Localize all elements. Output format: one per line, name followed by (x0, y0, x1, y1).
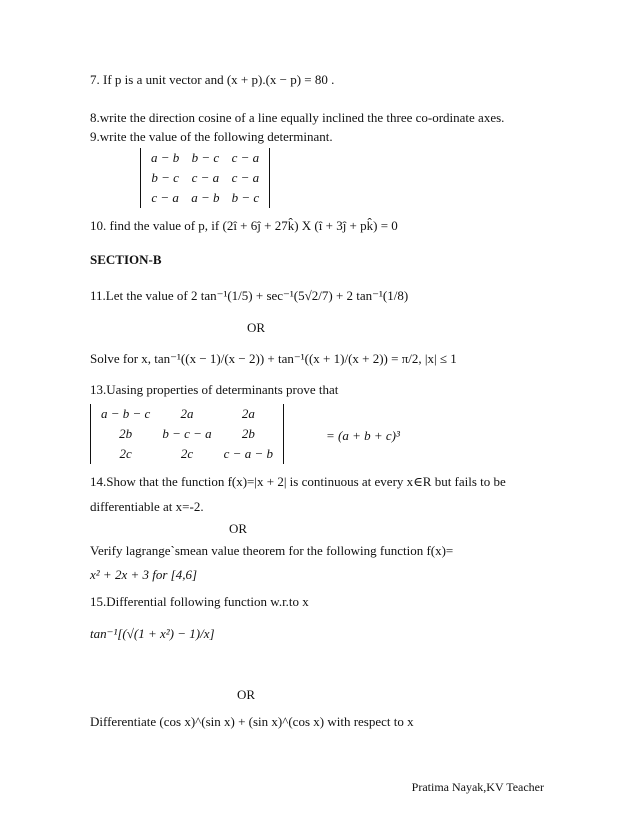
det2-cell: a − b − c (101, 406, 151, 421)
question-15-expression: tan⁻¹[(√(1 + x²) − 1)/x] (90, 626, 215, 641)
question-14-line-1: 14.Show that the function f(x)=|x + 2| is continuous at every x∈R but fails to be (90, 474, 506, 489)
det2-row (95, 404, 279, 424)
question-14-line-2: differentiable at x=-2. (90, 499, 204, 514)
determinant-2-result: = (a + b + c)³ (326, 428, 400, 443)
det2-cell: 2b (119, 426, 133, 441)
question-14-alternative-line-2: x² + 2x + 3 for [4,6] (90, 567, 198, 582)
det1-cell: a − b (151, 150, 180, 165)
or-separator-2: OR (229, 521, 248, 536)
det1-cell: b − c (191, 150, 220, 165)
det1-row (145, 188, 265, 208)
det2-cell: 2c (180, 446, 194, 461)
det2-cell: 2a (180, 406, 194, 421)
question-14-alternative-line-1: Verify lagrange`smean value theorem for the following function f(x)= (90, 543, 454, 558)
det2-cell: 2a (241, 406, 255, 421)
det1-cell: c − a (191, 170, 220, 185)
det1-cell: c − a (231, 150, 260, 165)
question-7: 7. If p is a unit vector and (x + p).(x − p) = 80 . (90, 72, 335, 87)
question-15-alternative: Differentiate (cos x)^(sin x) + (sin x)^(cos x) with respect to x (90, 714, 414, 729)
or-separator-1: OR (247, 320, 266, 335)
question-10: 10. find the value of p, if (2î + 6ĵ + 27k̂) X (î + 3ĵ + pk̂) = 0 (90, 218, 398, 233)
question-15: 15.Differential following function w.r.to x (90, 594, 309, 609)
det2-row (95, 444, 279, 464)
det2-cell: b − c − a (162, 426, 212, 441)
question-13: 13.Uasing properties of determinants prove that (90, 382, 339, 397)
or-separator-3: OR (237, 687, 256, 702)
det1-cell: a − b (191, 190, 220, 205)
footer-author: Pratima Nayak,KV Teacher (411, 780, 544, 794)
det2-row (95, 424, 279, 444)
determinant-2 (90, 404, 284, 464)
det2-cell: c − a − b (223, 446, 273, 461)
question-9: 9.write the value of the following determinant. (90, 129, 333, 144)
det1-row (145, 148, 265, 168)
det1-cell: c − a (231, 170, 260, 185)
question-11-alternative: Solve for x, tan⁻¹((x − 1)/(x − 2)) + tan⁻¹((x + 1)/(x + 2)) = π/2, |x| ≤ 1 (90, 351, 457, 366)
section-b-heading: SECTION-B (90, 252, 162, 267)
det1-cell: b − c (231, 190, 260, 205)
det1-cell: b − c (151, 170, 179, 185)
question-8: 8.write the direction cosine of a line equally inclined the three co-ordinate axes. (90, 110, 505, 125)
question-11: 11.Let the value of 2 tan⁻¹(1/5) + sec⁻¹(5√2/7) + 2 tan⁻¹(1/8) (90, 288, 409, 303)
determinant-1 (140, 148, 270, 208)
det2-cell: 2b (241, 426, 255, 441)
det1-row (145, 168, 265, 188)
det1-cell: c − a (151, 190, 179, 205)
det2-cell: 2c (119, 446, 132, 461)
